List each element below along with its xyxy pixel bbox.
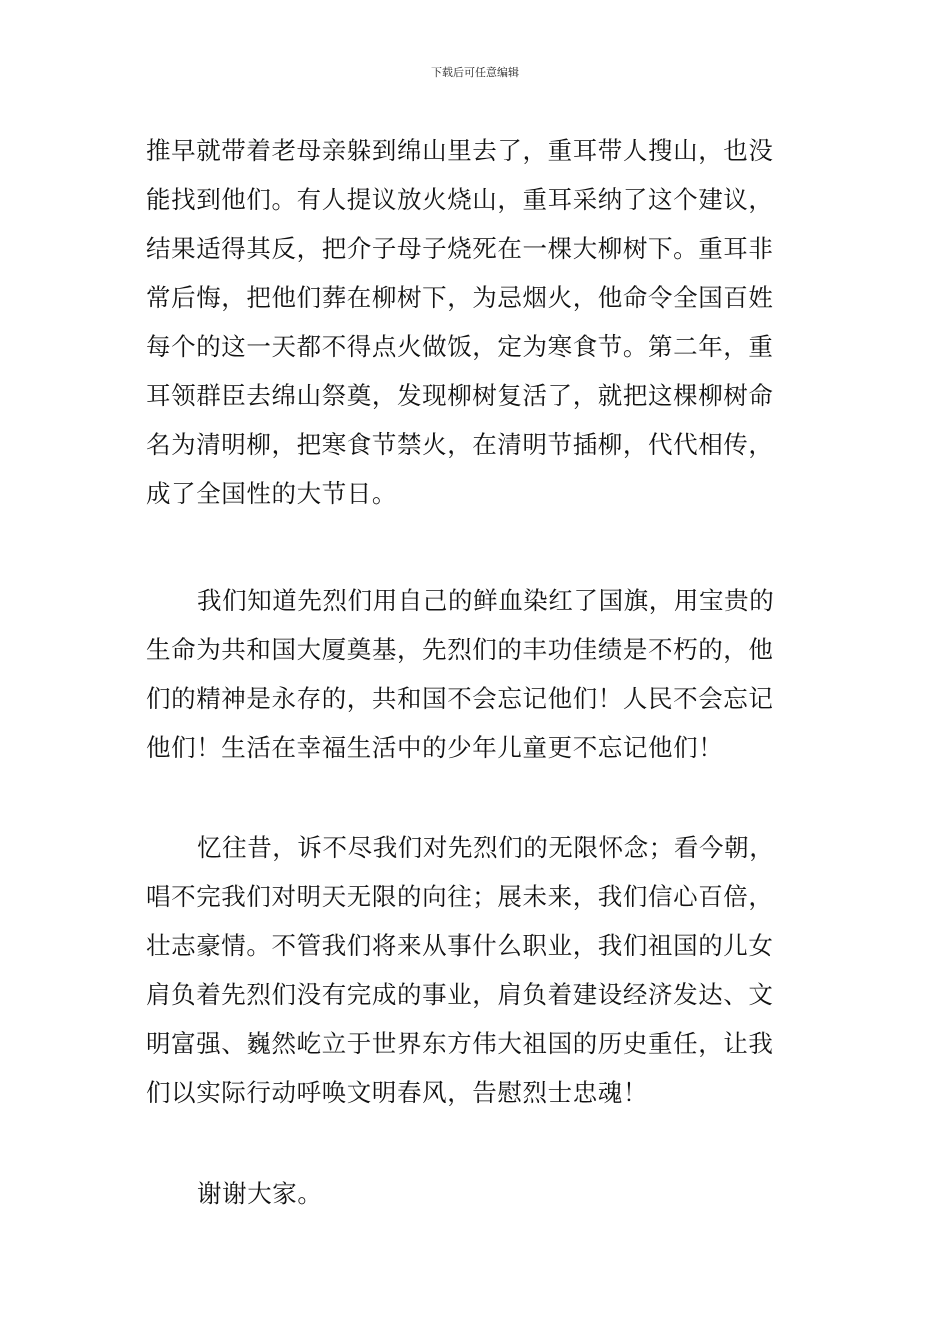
paragraph-line: 名为清明柳，把寒食节禁火，在清明节插柳，代代相传，: [146, 430, 774, 459]
paragraph-line: 肩负着先烈们没有完成的事业，肩负着建设经济发达、文: [146, 980, 774, 1009]
paragraph-line: 他们！生活在幸福生活中的少年儿童更不忘记他们！: [146, 733, 724, 762]
paragraph-line: 结果适得其反，把介子母子烧死在一棵大柳树下。重耳非: [146, 234, 774, 263]
paragraph-1: [146, 126, 811, 518]
paragraph-line: 耳领群臣去绵山祭奠，发现柳树复活了，就把这棵柳树命: [146, 381, 774, 410]
paragraph-line: 能找到他们。有人提议放火烧山，重耳采纳了这个建议，: [146, 185, 774, 214]
paragraph-line: 成了全国性的大节日。: [146, 479, 397, 508]
paragraph-line: 生命为共和国大厦奠基，先烈们的丰功佳绩是不朽的，他: [146, 635, 774, 664]
paragraph-2: [146, 576, 811, 772]
paragraph-line: 们的精神是永存的，共和国不会忘记他们！人民不会忘记: [146, 684, 774, 713]
paragraph-line: 我们知道先烈们用自己的鲜血染红了国旗，用宝贵的: [197, 586, 775, 615]
page-header: 下载后可任意编辑: [431, 66, 519, 79]
paragraph-line: 常后悔，把他们葬在柳树下，为忌烟火，他命令全国百姓: [146, 283, 774, 312]
paragraph-line: 谢谢大家。: [197, 1179, 323, 1208]
paragraph-line: 推早就带着老母亲躲到绵山里去了，重耳带人搜山，也没: [146, 136, 774, 165]
paragraph-line: 壮志豪情。不管我们将来从事什么职业，我们祖国的儿女: [146, 931, 774, 960]
paragraph-line: 明富强、巍然屹立于世界东方伟大祖国的历史重任，让我: [146, 1029, 774, 1058]
paragraph-line: 每个的这一天都不得点火做饭，定为寒食节。第二年，重: [146, 332, 774, 361]
paragraph-3: [146, 823, 811, 1117]
paragraph-line: 唱不完我们对明天无限的向往；展未来，我们信心百倍，: [146, 882, 774, 911]
paragraph-line: 忆往昔，诉不尽我们对先烈们的无限怀念；看今朝，: [197, 833, 775, 862]
paragraph-line: 们以实际行动呼唤文明春风，告慰烈士忠魂！: [146, 1078, 648, 1107]
paragraph-4: [146, 1169, 811, 1218]
